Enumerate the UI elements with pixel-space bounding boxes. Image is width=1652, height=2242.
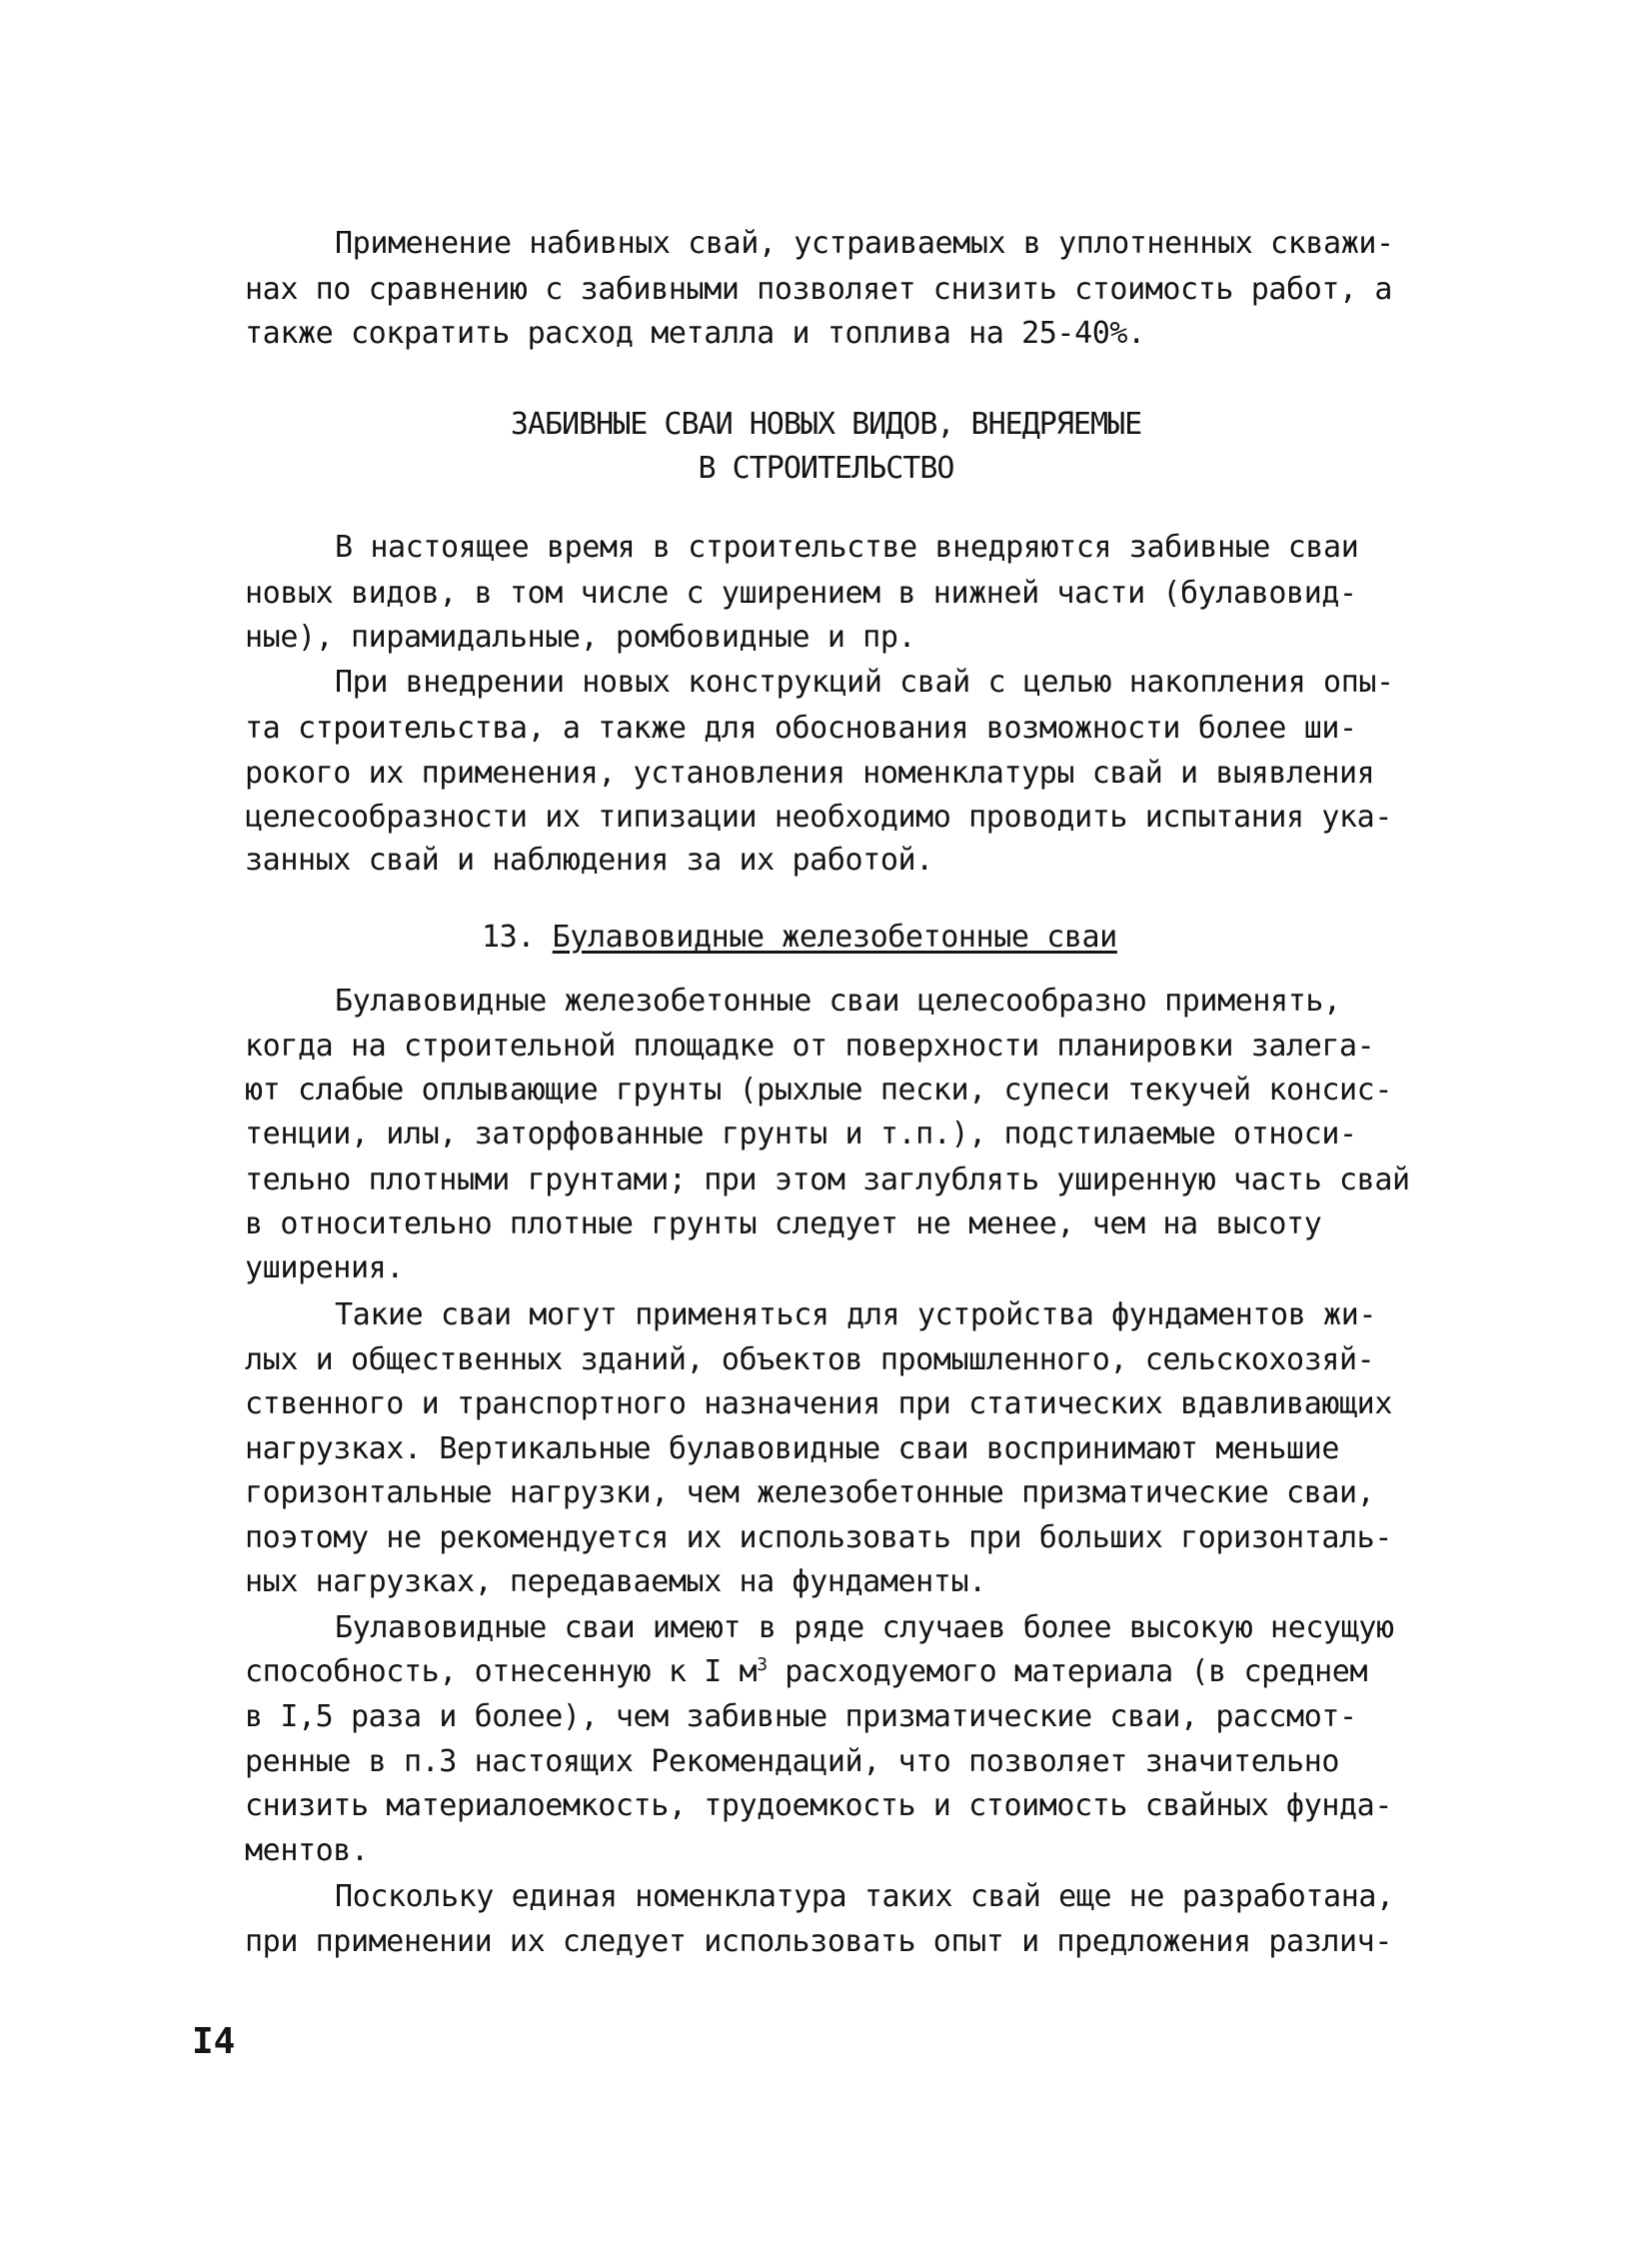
paragraph-5-line-7: ных нагрузках, передаваемых на фундаменты. [245,1564,986,1599]
paragraph-2-line-3: ные), пирамидальные, ромбовидные и пр. [245,620,916,655]
paragraph-7-line-1: Поскольку единая номенклатура таких свай еще не разработана, [335,1879,1394,1914]
paragraph-4-line-4: тенции, илы, заторфованные грунты и т.п.), подстилаемые относи- [245,1117,1357,1151]
paragraph-2-line-2: новых видов, в том числе с уширением в нижней части (булавовид- [245,576,1357,611]
paragraph-1-line-2: нах по сравнению с забивными позволяет снизить стоимость работ, а [245,272,1392,307]
section-heading-line-2: В СТРОИТЕЛЬСТВО [698,451,954,486]
paragraph-5-line-3: ственного и транспортного назначения при статических вдавливающих [245,1386,1392,1421]
page-number: I4 [192,2021,236,2062]
paragraph-3-line-4: целесообразности их типизации необходимо проводить испытания ука- [245,800,1392,835]
paragraph-1-line-3: также сократить расход металла и топлива на 25-40%. [245,316,1145,351]
paragraph-5-line-6: поэтому не рекомендуется их использовать при больших горизонталь- [245,1520,1392,1555]
paragraph-7-line-2: при применении их следует использовать опыт и предложения различ- [245,1924,1392,1959]
paragraph-4-line-1: Булавовидные железобетонные сваи целесообразно применять, [335,984,1341,1019]
paragraph-6-line-1: Булавовидные сваи имеют в ряде случаев более высокую несущую [335,1610,1394,1645]
paragraph-6-line-3: в I,5 раза и более), чем забивные призматические сваи, рассмот- [245,1699,1357,1734]
paragraph-5-line-2: лых и общественных зданий, объектов промышленного, сельскохозяй- [245,1342,1375,1377]
paragraph-3-line-2: та строительства, а также для обоснования возможности более ши- [245,711,1357,746]
paragraph-5-line-1: Такие сваи могут применяться для устройства фундаментов жи- [335,1297,1377,1332]
paragraph-3-line-3: рокого их применения, установления номенклатуры свай и выявления [245,756,1375,791]
paragraph-3-line-1: При внедрении новых конструкций свай с целью накопления опы- [335,665,1394,700]
paragraph-1-line-1: Применение набивных свай, устраиваемых в уплотненных скважи- [335,226,1394,261]
paragraph-4-line-6: в относительно плотные грунты следует не менее, чем на высоту [245,1206,1322,1241]
paragraph-6-line-2-before: способность, отнесенную к I м [245,1654,758,1689]
paragraph-6-line-4: ренные в п.3 настоящих Рекомендаций, что позволяет значительно [245,1744,1340,1779]
section-heading-line-1: ЗАБИВНЫЕ СВАИ НОВЫХ ВИДОВ, ВНЕДРЯЕМЫЕ [510,407,1142,442]
subsection-number: 13. [482,920,535,955]
paragraph-4-line-3: ют слабые оплывающие грунты (рыхлые пески, супеси текучей консис- [245,1073,1392,1108]
subsection-title: Булавовидные железобетонные сваи [552,920,1117,955]
superscript-exponent: 3 [757,1654,768,1675]
paragraph-5-line-4: нагрузках. Вертикальные булавовидные сваи воспринимают меньшие [245,1431,1340,1466]
paragraph-4-line-2: когда на строительной площадке от поверхности планировки залега- [245,1029,1375,1064]
paragraph-4-line-7: уширения. [245,1250,404,1285]
subsection-heading [482,920,1117,956]
paragraph-6-line-6: ментов. [245,1833,369,1868]
paragraph-2-line-1: В настоящее время в строительстве внедряются забивные сваи [335,530,1359,565]
paragraph-6-line-2 [245,1654,1367,1690]
paragraph-6-line-5: снизить материалоемкость, трудоемкость и стоимость свайных фунда- [245,1788,1392,1823]
paragraph-3-line-5: занных свай и наблюдения за их работой. [245,843,933,878]
paragraph-6-line-2-after: расходуемого материала (в среднем [767,1654,1368,1689]
paragraph-4-line-5: тельно плотными грунтами; при этом заглублять уширенную часть свай [245,1162,1410,1197]
paragraph-5-line-5: горизонтальные нагрузки, чем железобетонные призматические сваи, [245,1475,1375,1510]
